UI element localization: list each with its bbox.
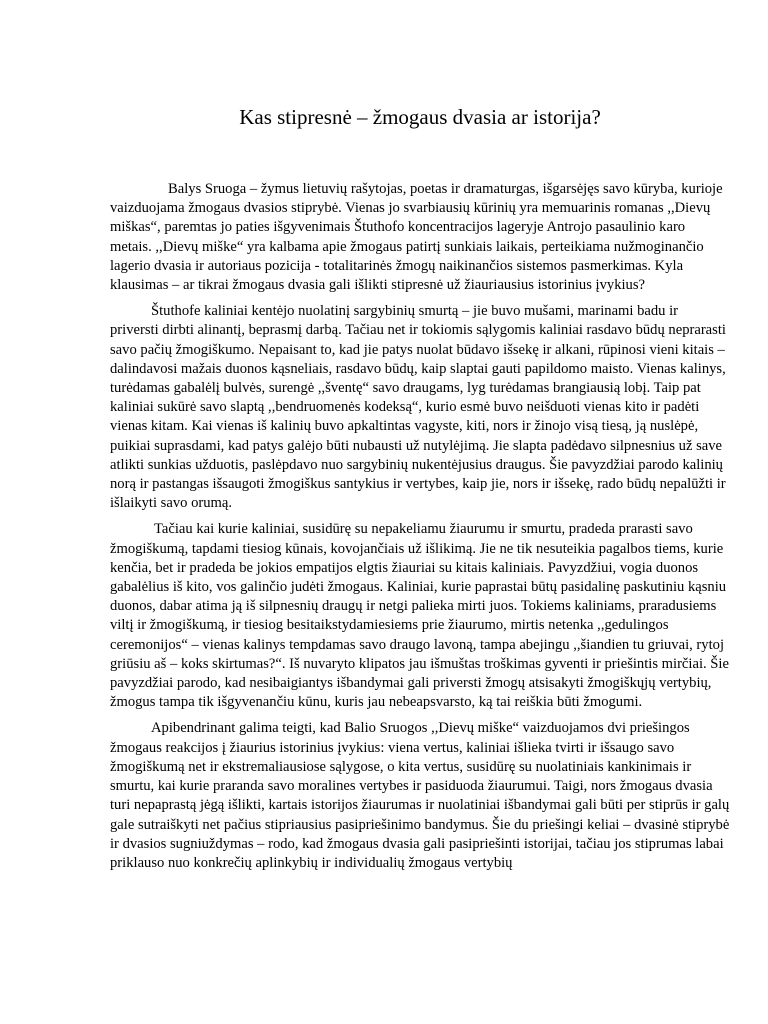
paragraph-conclusion: Apibendrinant galima teigti, kad Balio Sruogos ,,Dievų miške“ vaizduojamos dvi priešingos žmogaus reakcijos į žiaurius istorinius įvykius: viena vertus, kaliniai išlieka tvirti ir išsaugo savo žmogiškumą net ir ekstremaliausiose sąlygose, o kita vertus, susidūrę su nuolatiniais kankinimais ir smurtu, kai kurie praranda savo moralines vertybes ir pasiduoda žiaurumui. Taigi, nors žmogaus dvasia turi nepaprastą jėgą išlikti, kartais istorijos žiaurumas ir nuolatiniai išbandymai gali būti per stiprūs ir galų gale sutraiškyti net pačius stipriausius pasipriešinimo bandymus. Šie du priešingi keliai – dvasinė stiprybė ir dvasios sugniuždymas – rodo, kad žmogaus dvasia gali pasipriešinti istorijai, tačiau jos stiprumas labai priklauso nuo konkrečių aplinkybių ir individualių žmogaus vertybių (110, 720, 730, 871)
paragraph-argument-two: Tačiau kai kurie kaliniai, susidūrę su nepakeliamu žiaurumu ir smurtu, pradeda prarasti savo žmogiškumą, tapdami tiesiog kūnais, kovojančiais už išlikimą. Jie ne tik nesuteikia pagalbos tiems, kurie kenčia, bet ir pradeda be jokios empatijos elgtis žiauriai su kitais kaliniais. Pavyzdžiui, vogia duonos gabalėlius iš kito, vos galinčio judėti žmogaus. Kaliniai, kurie paprastai būtų pasidalinę paskutiniu kąsniu duonos, dabar atima ją iš silpnesnių draugų ir netgi palieka mirti juos. Tokiems kaliniams, praradusiems viltį ir žmogiškumą, ir tiesiog besitaikstydamiesiems prie žiaurumo, mirtis netenka ,,gedulingos ceremonijos“ – vienas kalinys tempdamas savo draugo lavoną, tampa abejingu ,,šiandien tu griuvai, rytoj griūsiu aš – koks skirtumas?“. Iš nuvaryto klipatos jau išmuštas troškimas gyventi ir priešintis mirčiai. Šie pavyzdžiai parodo, kad nesibaigiantys išbandymai gali priversti žmogų atsisakyti žmogiškųjų vertybių, žmogus tampa tik išgyvenančiu kūnu, kuris jau nebeapsvarsto, ką tai reiškia būti žmogumi. (110, 521, 729, 711)
document-body (110, 180, 730, 880)
document-title: Kas stipresnė – žmogaus dvasia ar istorija? (239, 105, 601, 129)
paragraph-introduction: Balys Sruoga – žymus lietuvių rašytojas, poetas ir dramaturgas, išgarsėjęs savo kūryba, kurioje vaizduojama žmogaus dvasios stiprybė. Vienas jo svarbiausių kūrinių yra memuarinis romanas ,,Dievų miškas“, paremtas jo paties išgyvenimais Štuthofo koncentracijos lageryje Antrojo pasaulinio karo metais. ,,Dievų miške“ yra kalbama apie žmogaus patirtį sunkiais laikais, perteikiama nužmoginančio lagerio dvasia ir autoriaus pozicija - totalitarinės žmogų naikinančios sistemos pasmerkimas. Kyla klausimas – ar tikrai žmogaus dvasia gali išlikti stipresnė už žiauriausius istorinius įvykius? (110, 181, 723, 294)
paragraph-argument-one: Štuthofe kaliniai kentėjo nuolatinį sargybinių smurtą – jie buvo mušami, marinami badu ir priversti dirbti alinantį, beprasmį darbą. Tačiau net ir tokiomis sąlygomis kaliniai rasdavo būdų neprarasti savo pačių žmogiškumo. Nepaisant to, kad jie patys nuolat būdavo išsekę ir alkani, rūpinosi vieni kitais – dalindavosi mažais duonos kąsneliais, rasdavo būdų, kaip slaptai gauti papildomo maisto. Vienas kalinys, turėdamas gabalėlį bulvės, surengė ,,šventę“ savo draugams, lyg turėdamas brangiausią lobį. Taip pat kaliniai sukūrė savo slaptą ,,bendruomenės kodeksą“, kurio esmė buvo neišduoti vienas kito ir padėti vienas kitam. Kai vienas iš kalinių buvo apkaltintas vagyste, kiti, nors ir žinojo visą tiesą, ją nuslėpė, puikiai suprasdami, kad patys galėjo būti nubausti už nutylėjimą. Jie slapta padėdavo silpnesnius už save atlikti sunkias užduotis, paslėpdavo nuo sargybinių nukentėjusius draugus. Šie pavyzdžiai parodo kalinių norą ir pastangas išsaugoti žmogiškus santykius ir vertybes, kaip jie, nors ir išsekę, rado būdų nepalūžti ir išlaikyti savo orumą. (110, 303, 726, 512)
